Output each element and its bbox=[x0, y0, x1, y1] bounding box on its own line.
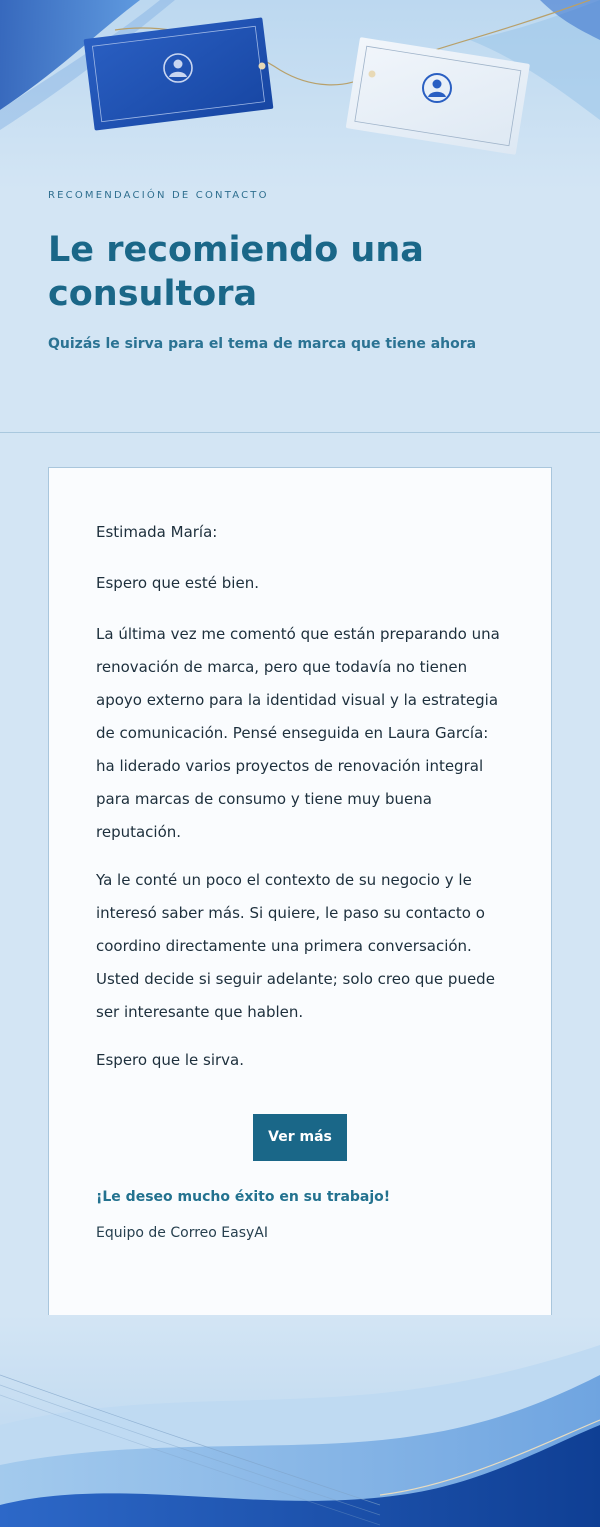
success-wish: ¡Le deseo mucho éxito en su trabajo! bbox=[96, 1189, 391, 1205]
footer-wave-decoration bbox=[0, 1315, 600, 1527]
signature: Equipo de Correo EasyAI bbox=[96, 1225, 268, 1241]
letter-card bbox=[48, 467, 552, 1333]
letter-wish: Espero que esté bien. bbox=[96, 574, 259, 592]
letter-closing: Espero que le sirva. bbox=[96, 1051, 245, 1069]
page-subtitle: Quizás le sirva para el tema de marca que tiene ahora bbox=[48, 336, 477, 352]
header-divider bbox=[0, 432, 600, 433]
letter-greeting: Estimada María: bbox=[96, 523, 218, 541]
cta-wrapper bbox=[96, 1114, 504, 1161]
letter-paragraph-1: La última vez me comentó que están preparando una renovación de marca, pero que todavía no tienen apoyo externo para la identidad visual y la estrategia de comunicación. Pensé enseguida en Laura García: ha liderado varios proyectos de renovación integral para marcas de consumo y tiene muy buena reputación. bbox=[96, 625, 500, 841]
letter-paragraph-2: Ya le conté un poco el contexto de su negocio y le interesó saber más. Si quiere, le paso su contacto o coordino directamente una primera conversación. Usted decide si seguir adelante; solo creo que puede ser interesante que hablen. bbox=[96, 871, 495, 1021]
eyebrow-label: RECOMENDACIÓN DE CONTACTO bbox=[48, 190, 269, 201]
see-more-button[interactable]: Ver más bbox=[253, 1114, 347, 1161]
page-title: Le recomiendo una consultora bbox=[48, 230, 424, 314]
hero-illustration bbox=[0, 0, 600, 190]
